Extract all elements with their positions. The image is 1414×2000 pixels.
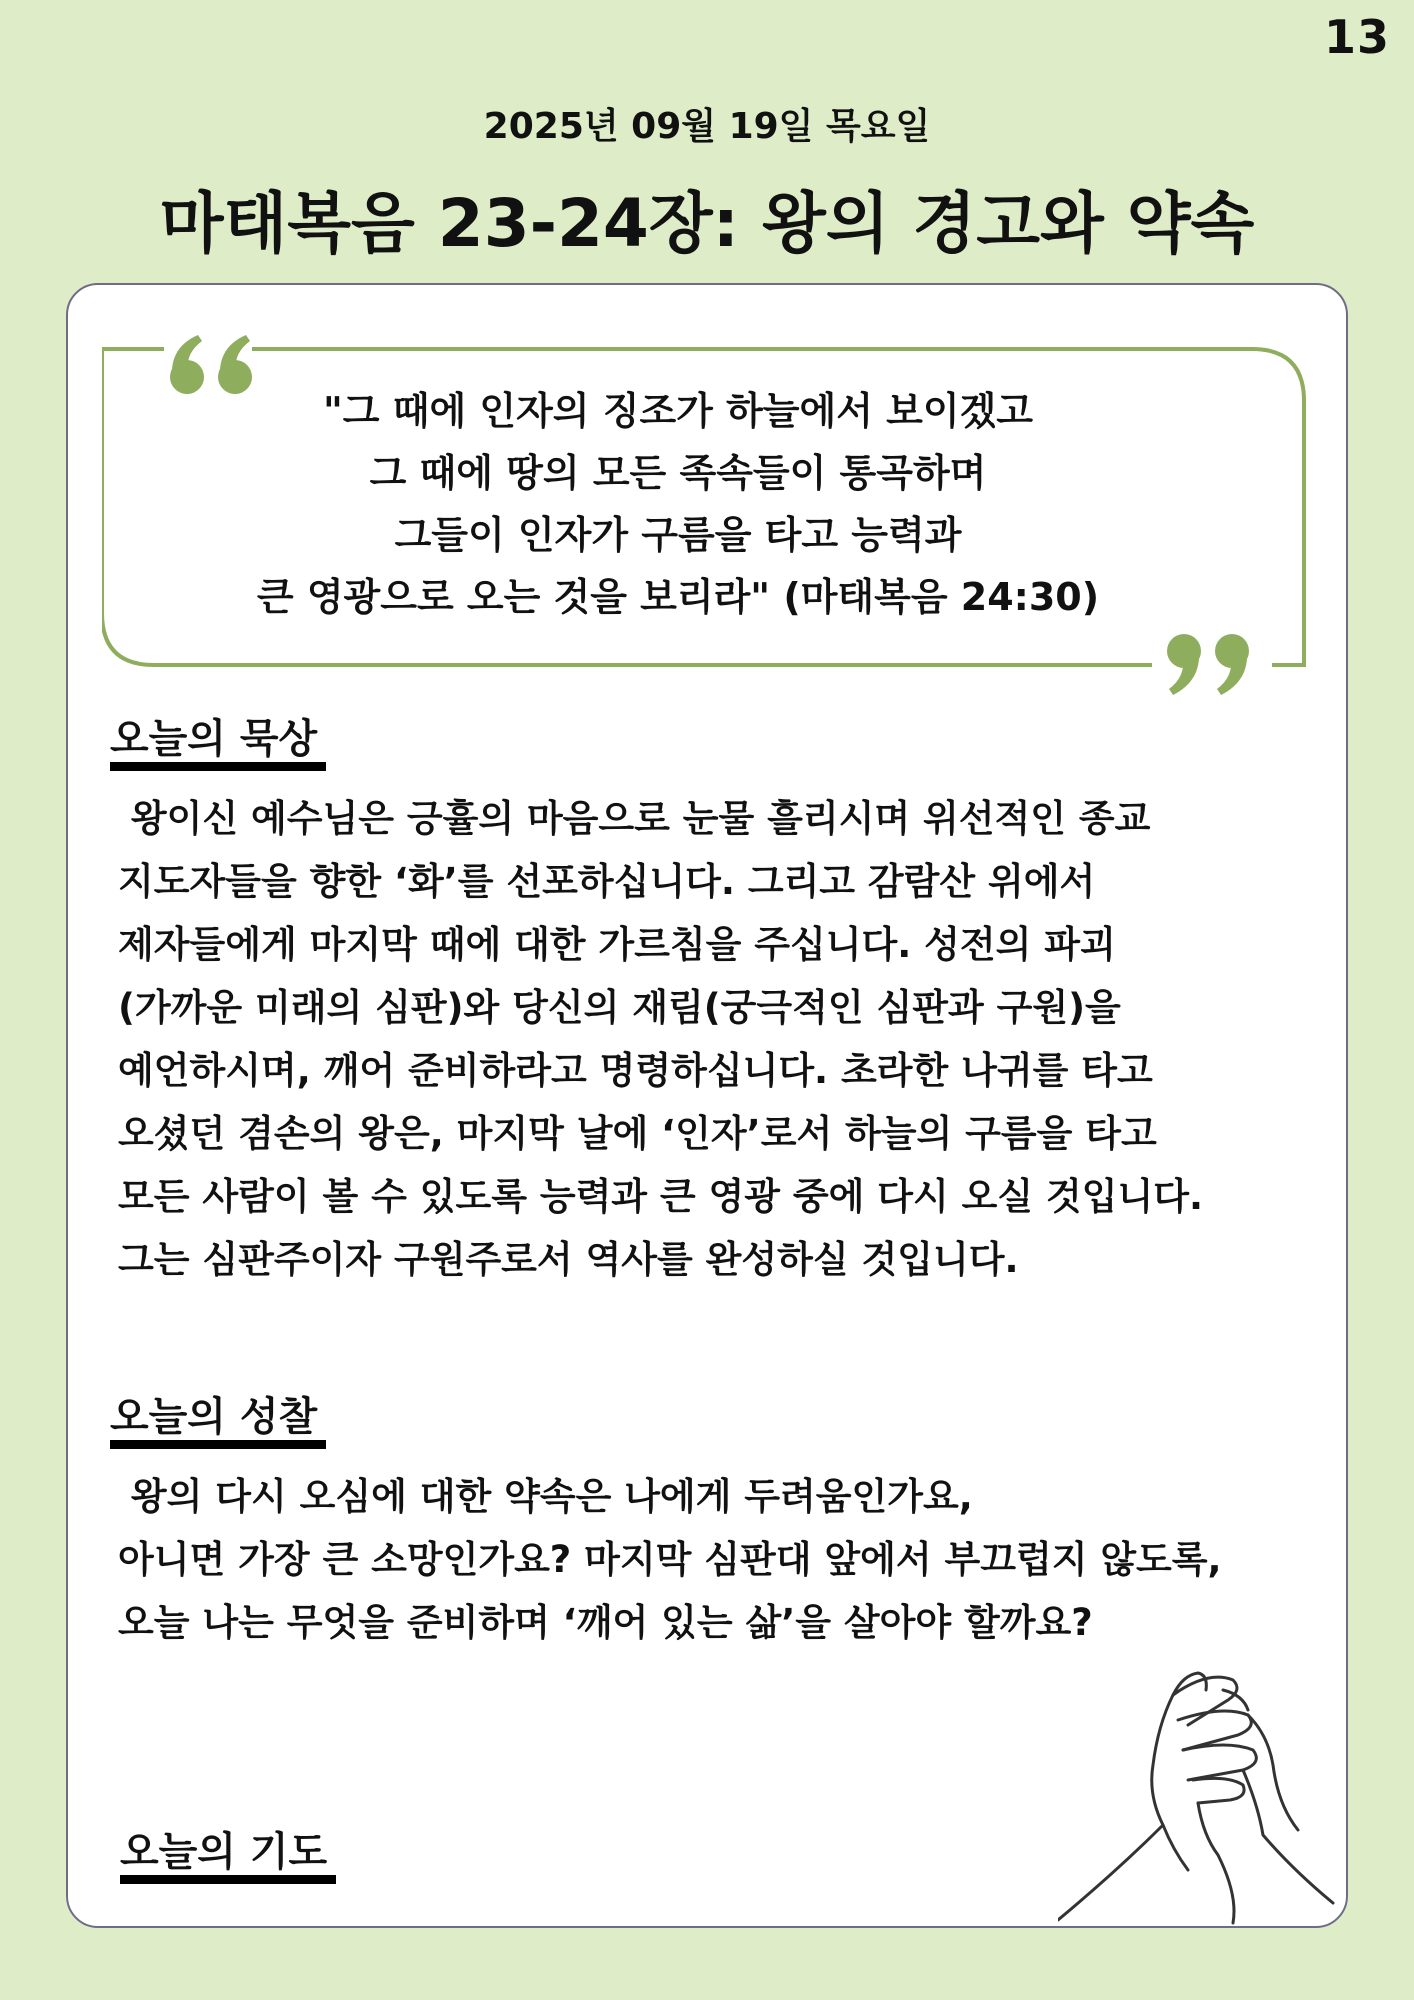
reflection-line: 아니면 가장 큰 소망인가요? 마지막 심판대 앞에서 부끄럽지 않도록, (118, 1538, 1222, 1581)
meditation-line: 오셨던 겸손의 왕은, 마지막 날에 ‘인자’로서 하늘의 구름을 타고 (118, 1112, 1157, 1155)
quote-line: 그들이 인자가 구름을 타고 능력과 (394, 513, 962, 557)
meditation-text (118, 787, 1318, 1291)
page-number: 13 (1323, 10, 1390, 64)
meditation-line: 모든 사람이 볼 수 있도록 능력과 큰 영광 중에 다시 오실 것입니다. (118, 1175, 1204, 1218)
page-date: 2025년 09월 19일 목요일 (483, 106, 931, 147)
meditation-line: 제자들에게 마지막 때에 대한 가르침을 주십니다. 성전의 파괴 (118, 923, 1116, 966)
meditation-heading: 오늘의 묵상 (110, 716, 318, 762)
scripture-quote (178, 380, 1178, 628)
praying-hands-icon (1058, 1655, 1338, 1925)
meditation-line: 예언하시며, 깨어 준비하라고 명령하십니다. 초라한 나귀를 타고 (118, 1049, 1153, 1092)
reflection-line: 왕의 다시 오심에 대한 약속은 나에게 두려움인가요, (118, 1475, 973, 1518)
prayer-heading: 오늘의 기도 (120, 1829, 328, 1875)
close-quote-icon (1167, 634, 1249, 695)
quote-line: "그 때에 인자의 징조가 하늘에서 보이겠고 (323, 389, 1033, 433)
meditation-line: 지도자들을 향한 ‘화’를 선포하십니다. 그리고 감람산 위에서 (118, 860, 1096, 903)
reflection-heading: 오늘의 성찰 (110, 1394, 318, 1440)
reflection-text (118, 1465, 1318, 1654)
reflection-underline (110, 1440, 326, 1449)
prayer-underline (120, 1875, 336, 1884)
meditation-line: 그는 심판주이자 구원주로서 역사를 완성하실 것입니다. (118, 1238, 1019, 1281)
reflection-line: 오늘 나는 무엇을 준비하며 ‘깨어 있는 삶’을 살아야 할까요? (118, 1601, 1093, 1644)
meditation-line: (가까운 미래의 심판)와 당신의 재림(궁극적인 심판과 구원)을 (118, 986, 1121, 1029)
quote-line: 그 때에 땅의 모든 족속들이 통곡하며 (369, 451, 987, 495)
meditation-underline (110, 762, 326, 771)
devotional-card (66, 283, 1348, 1928)
meditation-line: 왕이신 예수님은 긍휼의 마음으로 눈물 흘리시며 위선적인 종교 (118, 797, 1151, 840)
page-title: 마태복음 23-24장: 왕의 경고와 약속 (159, 185, 1255, 262)
quote-line: 큰 영광으로 오는 것을 보리라" (마태복음 24:30) (256, 575, 1100, 619)
